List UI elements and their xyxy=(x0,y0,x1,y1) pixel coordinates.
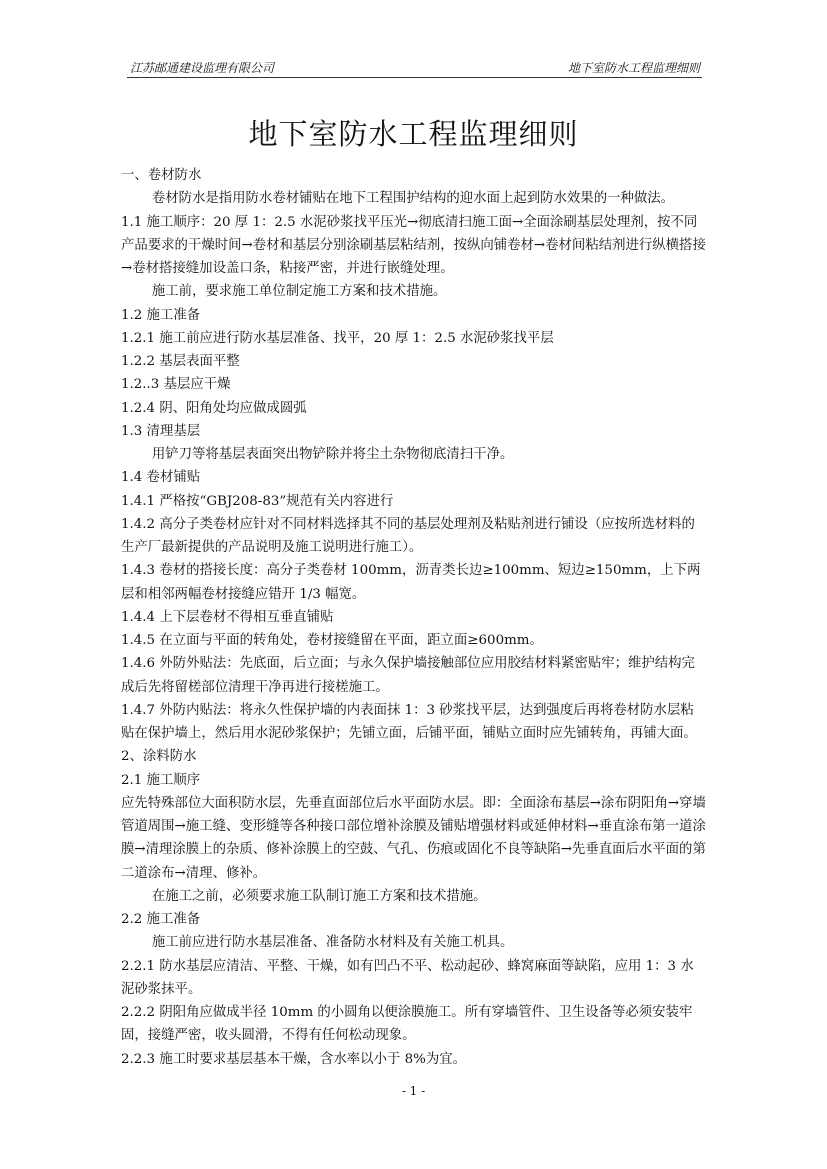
section-heading: 2、涂料防水 xyxy=(121,749,197,765)
paragraph: 施工前，要求施工单位制定施工方案和技术措施。 xyxy=(151,284,447,300)
list-item: 1.4.1 严格按“GBJ208-83”规范有关内容进行 xyxy=(121,493,394,509)
page-header xyxy=(127,57,702,78)
list-item: 1.2.2 基层表面平整 xyxy=(121,354,240,369)
document-body xyxy=(121,164,707,1071)
paragraph: 应先特殊部位大面积防水层，先垂直面部位后水平面防水层。即：全面涂布基层→涂布阴阳角→穿墙管道周围→施工缝、变形缝等各种接口部位增补涂膜及铺贴增强材料或延伸材料→垂直涂布第一道涂膜→清理涂膜上的杂质、修补涂膜上的空鼓、气孔、伤痕或固化不良等缺陷→先垂直面后水平面的第二道涂布→清理、修补。 xyxy=(121,795,706,881)
document-title: 地下室防水工程监理细则 xyxy=(248,117,579,151)
subsection-heading: 2.2 施工准备 xyxy=(121,912,201,927)
paragraph: 在施工之前，必须要求施工队制订施工方案和技术措施。 xyxy=(151,888,487,904)
header-doc-title: 地下室防水工程监理细则 xyxy=(567,61,700,75)
list-item: 1.4.3 卷材的搭接长度：高分子类卷材 100mm，沥青类长边≥100mm、短边≥150mm，上下两层和相邻两幅卷材接缝应错开 1/3 幅宽。 xyxy=(121,563,701,602)
list-item: 2.2.3 施工时要求基层基本干燥，含水率以小于 8%为宜。 xyxy=(121,1051,467,1067)
list-item: 2.2.1 防水基层应清洁、平整、干燥，如有凹凸不平、松动起砂、蜂窝麻面等缺陷，应用 1：3 水泥砂浆抹平。 xyxy=(121,958,694,997)
list-item: 1.4.2 高分子类卷材应针对不同材料选择其不同的基层处理剂及粘贴剂进行铺设（应按所选材料的生产厂最新提供的产品说明及施工说明进行施工）。 xyxy=(121,516,695,555)
list-item: 1.2..3 基层应干燥 xyxy=(121,377,231,393)
list-item: 1.4.6 外防外贴法：先底面，后立面；与永久保护墙接触部位应用胶结材料紧密贴牢；维护结构完成后先将留槎部位清理干净再进行接槎施工。 xyxy=(121,656,695,695)
page-number: - 1 - xyxy=(401,1084,426,1098)
header-company: 江苏邮通建设监理有限公司 xyxy=(130,61,275,75)
subsection-heading: 1.2 施工准备 xyxy=(121,307,201,323)
list-item: 1.2.4 阴、阳角处均应做成圆弧 xyxy=(121,400,307,416)
subsection-heading: 1.3 清理基层 xyxy=(121,423,201,439)
subsection-heading: 2.1 施工顺序 xyxy=(121,772,201,788)
paragraph: 施工前应进行防水基层准备、准备防水材料及有关施工机具。 xyxy=(151,935,514,951)
list-item: 1.4.7 外防内贴法：将永久性保护墙的内表面抹 1：3 砂浆找平层，达到强度后再将卷材防水层粘贴在保护墙上，然后用水泥砂浆保护；先铺立面，后铺平面，铺贴立面时应先铺转角，再铺大面。 xyxy=(121,702,697,741)
list-item: 1.4.4 上下层卷材不得相互垂直铺贴 xyxy=(121,609,334,625)
paragraph: 卷材防水是指用防水卷材铺贴在地下工程围护结构的迎水面上起到防水效果的一种做法。 xyxy=(151,191,675,207)
list-item: 1.2.1 施工前应进行防水基层准备、找平，20 厚 1：2.5 水泥砂浆找平层 xyxy=(121,330,554,346)
paragraph: 1.1 施工顺序：20 厚 1：2.5 水泥砂浆找平压光→彻底清扫施工面→全面涂刷基层处理剂，按不同产品要求的干燥时间→卷材和基层分别涂刷基层粘结剂，按纵向铺卷材→卷材间粘结剂进行纵横搭接→卷材搭接缝加设盖口条，粘接严密，并进行嵌缝处理。 xyxy=(121,214,706,276)
list-item: 2.2.2 阴阳角应做成半径 10mm 的小圆角以便涂膜施工。所有穿墙管件、卫生设备等必须安装牢固，接缝严密，收头圆滑，不得有任何松动现象。 xyxy=(121,1005,693,1044)
subsection-heading: 1.4 卷材铺贴 xyxy=(121,470,201,486)
list-item: 1.4.5 在立面与平面的转角处，卷材接缝留在平面，距立面≥600mm。 xyxy=(121,633,543,648)
paragraph: 用铲刀等将基层表面突出物铲除并将尘土杂物彻底清扫干净。 xyxy=(151,447,514,462)
section-heading: 一、卷材防水 xyxy=(121,168,202,183)
